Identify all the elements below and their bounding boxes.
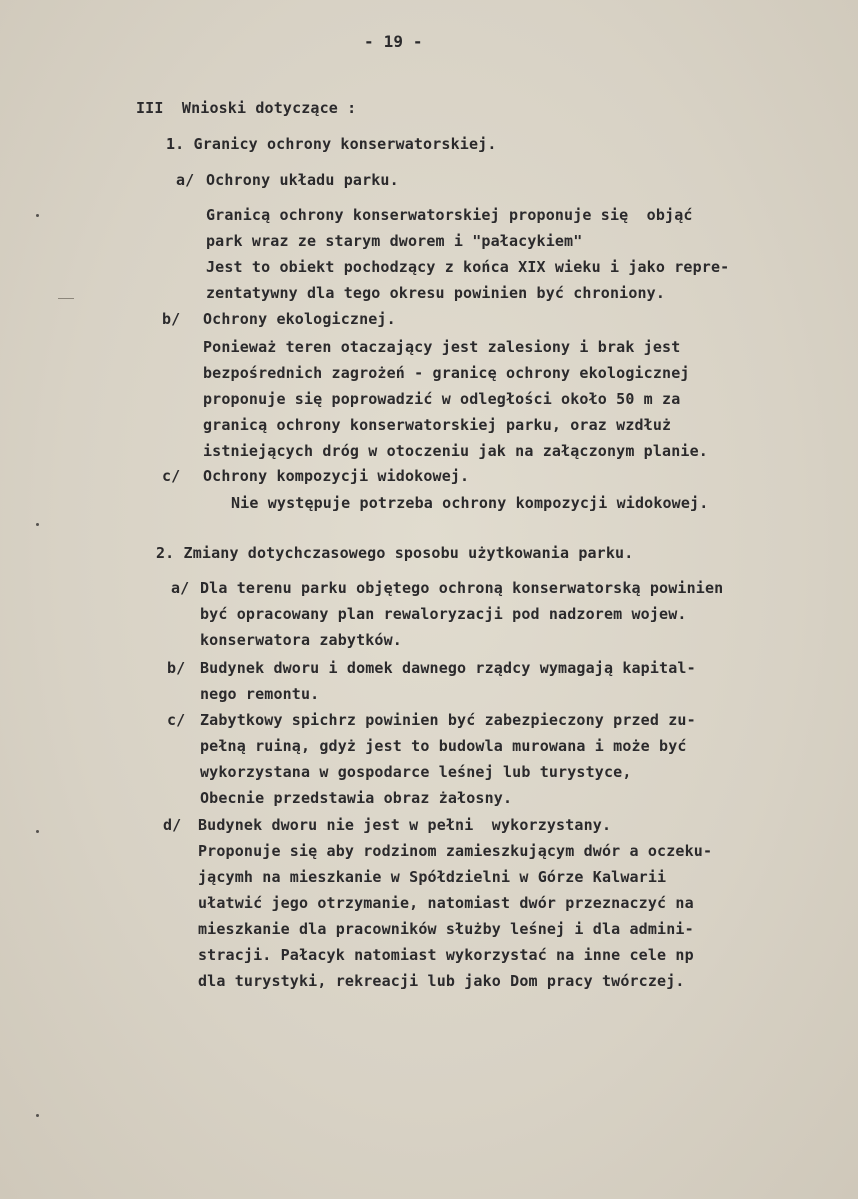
item1-c-title: Ochrony kompozycji widokowej. <box>203 467 470 485</box>
item1-a-label: a/ <box>176 171 195 189</box>
item1-a-line: zentatywny dla tego okresu powinien być chroniony. <box>206 284 666 302</box>
section-heading: III Wnioski dotyczące : <box>136 99 357 117</box>
item2-c-line: Obecnie przedstawia obraz żałosny. <box>200 789 513 807</box>
item2-title: 2. Zmiany dotychczasowego sposobu użytkowania parku. <box>156 544 634 562</box>
item2-b-label: b/ <box>167 659 186 677</box>
item2-b-line: Budynek dworu i domek dawnego rządcy wymagają kapital- <box>200 659 696 677</box>
item1-b-label: b/ <box>162 310 181 328</box>
item1-c-line: Nie występuje potrzeba ochrony kompozycji widokowej. <box>231 494 709 512</box>
item1-b-line: istniejących dróg w otoczeniu jak na załączonym planie. <box>203 442 708 460</box>
item1-b-line: bezpośrednich zagrożeń - granicę ochrony ekologicznej <box>203 364 690 382</box>
item2-b-line: nego remontu. <box>200 685 320 703</box>
item1-a-line: Jest to obiekt pochodzący z końca XIX wieku i jako repre- <box>206 258 730 276</box>
item2-a-line: konserwatora zabytków. <box>200 631 402 649</box>
item2-a-line: Dla terenu parku objętego ochroną konserwatorską powinien <box>200 579 724 597</box>
item2-d-line: dla turystyki, rekreacji lub jako Dom pracy twórczej. <box>198 972 685 990</box>
item1-c-label: c/ <box>162 467 181 485</box>
scan-speck <box>36 523 39 526</box>
item2-c-line: wykorzystana w gospodarce leśnej lub turystyce, <box>200 763 632 781</box>
item2-c-line: pełną ruiną, gdyż jest to budowla murowana i może być <box>200 737 687 755</box>
page-number: - 19 - <box>364 32 423 51</box>
item2-d-line: stracji. Pałacyk natomiast wykorzystać na inne cele np <box>198 946 694 964</box>
item2-d-line: ułatwić jego otrzymanie, natomiast dwór przeznaczyć na <box>198 894 694 912</box>
item1-a-title: Ochrony układu parku. <box>206 171 399 189</box>
item2-d-line: Proponuje się aby rodzinom zamieszkującym dwór a oczeku- <box>198 842 713 860</box>
item1-b-line: Ponieważ teren otaczający jest zalesiony i brak jest <box>203 338 681 356</box>
item1-b-title: Ochrony ekologicznej. <box>203 310 396 328</box>
item1-b-line: granicą ochrony konserwatorskiej parku, oraz wzdłuż <box>203 416 672 434</box>
item2-c-label: c/ <box>167 711 186 729</box>
item2-d-line: mieszkanie dla pracowników służby leśnej i dla admini- <box>198 920 694 938</box>
scan-mark <box>58 298 74 299</box>
scan-speck <box>36 830 39 833</box>
item2-d-line: jącymh na mieszkanie w Spółdzielni w Górze Kalwarii <box>198 868 667 886</box>
item2-c-line: Zabytkowy spichrz powinien być zabezpieczony przed zu- <box>200 711 696 729</box>
item2-d-line: Budynek dworu nie jest w pełni wykorzystany. <box>198 816 612 834</box>
item2-a-label: a/ <box>171 579 190 597</box>
item1-a-line: Granicą ochrony konserwatorskiej proponuje się objąć <box>206 206 693 224</box>
scan-speck <box>36 1114 39 1117</box>
item1-a-line: park wraz ze starym dworem i "pałacykiem" <box>206 232 583 250</box>
scan-speck <box>36 214 39 217</box>
item1-title: 1. Granicy ochrony konserwatorskiej. <box>166 135 497 153</box>
item1-b-line: proponuje się poprowadzić w odległości około 50 m za <box>203 390 681 408</box>
item2-a-line: być opracowany plan rewaloryzacji pod nadzorem wojew. <box>200 605 687 623</box>
item2-d-label: d/ <box>163 816 182 834</box>
